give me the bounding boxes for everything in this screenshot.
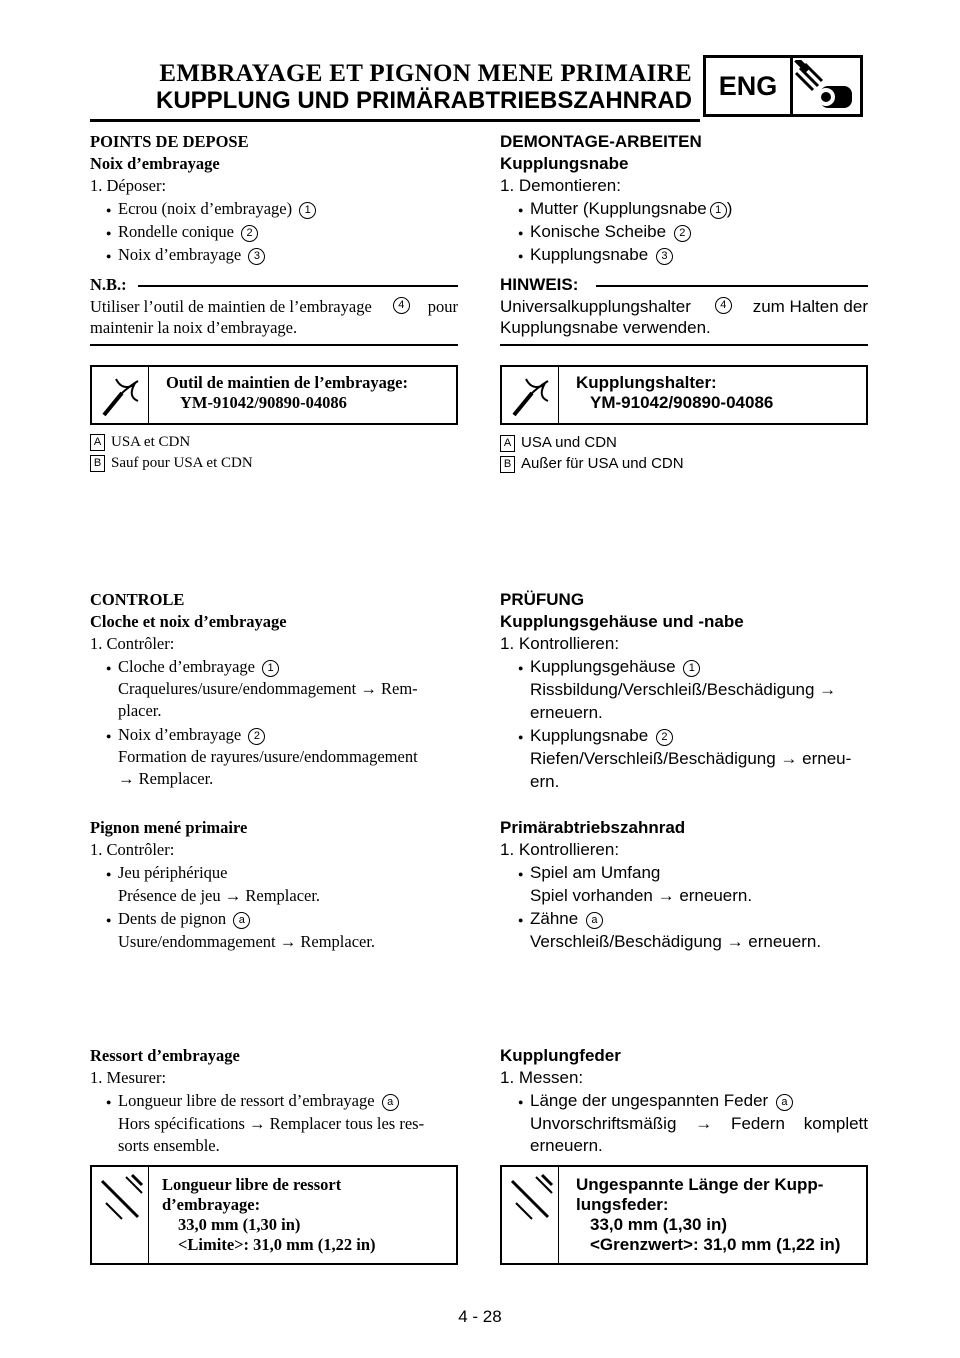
fr-tool-box bbox=[90, 365, 458, 425]
fr-check-item: ● Cloche d’embrayage 1 bbox=[118, 657, 279, 677]
fr-removal-step: 1. Déposer: bbox=[90, 176, 167, 195]
de-check-text: Riefen/Verschleiß/Beschädigung → erneu- bbox=[530, 749, 852, 768]
fr-gear-text: Usure/endommagement → Remplacer. bbox=[118, 932, 376, 951]
page-title-fr: EMBRAYAGE ET PIGNON MENE PRIMAIRE bbox=[159, 60, 692, 87]
section-badge-label: ENG bbox=[706, 58, 793, 114]
de-removal-item: ● Kupplungsnabe 3 bbox=[530, 245, 673, 265]
de-note-rule bbox=[596, 285, 868, 287]
fr-note-end-rule bbox=[90, 344, 458, 346]
fr-spec-box bbox=[90, 1165, 458, 1265]
fr-legend-b: B Sauf pour USA et CDN bbox=[90, 455, 253, 472]
de-gear-item: ● Zähne a bbox=[530, 909, 603, 929]
de-spring-text: Unvorschriftsmäßig → Federn komplett bbox=[530, 1114, 868, 1133]
de-spring-step: 1. Messen: bbox=[500, 1068, 584, 1087]
section-badge bbox=[703, 55, 863, 117]
de-removal-item: ● Konische Scheibe 2 bbox=[530, 222, 691, 242]
header-rule bbox=[90, 119, 700, 122]
fr-gear-text: Présence de jeu → Remplacer. bbox=[118, 886, 321, 905]
de-spring-text: erneuern. bbox=[530, 1136, 603, 1155]
de-spring-subtitle: Kupplungfeder bbox=[500, 1046, 621, 1065]
fr-removal-subtitle: Noix d’embrayage bbox=[90, 154, 220, 173]
fr-spring-subtitle: Ressort d’embrayage bbox=[90, 1046, 240, 1065]
de-removal-step: 1. Demontieren: bbox=[500, 176, 621, 195]
fr-check-subtitle: Cloche et noix d’embrayage bbox=[90, 612, 287, 631]
fr-spring-step: 1. Mesurer: bbox=[90, 1068, 167, 1087]
fr-note-line: maintenir la noix d’embrayage. bbox=[90, 318, 298, 337]
fr-spring-item: ● Longueur libre de ressort d’embrayage a bbox=[118, 1091, 399, 1111]
de-removal-subtitle: Kupplungsnabe bbox=[500, 154, 629, 173]
de-removal-item: ● Mutter (Kupplungsnabe 1 ) bbox=[530, 199, 732, 219]
de-check-text: Rissbildung/Verschleiß/Beschädigung → bbox=[530, 680, 837, 699]
de-note-end-rule bbox=[500, 344, 868, 346]
fr-note-label: N.B.: bbox=[90, 275, 127, 294]
fr-tool-number: YM-91042/90890-04086 bbox=[180, 393, 347, 412]
fr-spec-value: 33,0 mm (1,30 in) bbox=[178, 1215, 301, 1234]
de-spec-name: lungsfeder: bbox=[576, 1195, 669, 1214]
fr-spec-name: d’embrayage: bbox=[162, 1195, 261, 1214]
de-spec-limit: <Grenzwert>: 31,0 mm (1,22 in) bbox=[590, 1235, 841, 1254]
page-title-de: KUPPLUNG UND PRIMÄRABTRIEBSZAHNRAD bbox=[156, 87, 692, 114]
fr-spec-limit: <Limite>: 31,0 mm (1,22 in) bbox=[178, 1235, 376, 1254]
special-tool-icon bbox=[508, 373, 552, 419]
de-note-line: Universalkupplungshalter 4 zum Halten der bbox=[500, 297, 868, 316]
de-check-text: erneuern. bbox=[530, 703, 603, 722]
de-tool-number: YM-91042/90890-04086 bbox=[590, 393, 774, 412]
de-check-item: ● Kupplungsgehäuse 1 bbox=[530, 657, 700, 677]
fr-check-text: → Remplacer. bbox=[118, 769, 214, 788]
fr-gear-subtitle: Pignon mené primaire bbox=[90, 818, 248, 837]
de-check-step: 1. Kontrollieren: bbox=[500, 634, 620, 653]
fr-spec-name: Longueur libre de ressort bbox=[162, 1175, 342, 1194]
fr-check-text: Craquelures/usure/endommagement → Rem- bbox=[118, 679, 418, 698]
de-gear-text: Verschleiß/Beschädigung → erneuern. bbox=[530, 932, 822, 951]
fr-check-item: ● Noix d’embrayage 2 bbox=[118, 725, 265, 745]
fr-gear-item: ● Jeu périphérique bbox=[118, 863, 228, 883]
de-tool-box bbox=[500, 365, 868, 425]
de-spec-name: Ungespannte Länge der Kupp- bbox=[576, 1175, 824, 1194]
de-spec-box bbox=[500, 1165, 868, 1265]
de-note-label: HINWEIS: bbox=[500, 275, 579, 294]
de-tool-name: Kupplungshalter: bbox=[576, 373, 717, 392]
special-tool-icon bbox=[98, 373, 142, 419]
de-gear-step: 1. Kontrollieren: bbox=[500, 840, 620, 859]
fr-check-step: 1. Contrôler: bbox=[90, 634, 175, 653]
caliper-spec-icon bbox=[508, 1173, 554, 1229]
fr-removal-item: ● Noix d’embrayage 3 bbox=[118, 245, 265, 265]
fr-check-text: Formation de rayures/usure/endommagement bbox=[118, 747, 418, 766]
de-note-line: Kupplungsnabe verwenden. bbox=[500, 318, 711, 337]
de-gear-item: ● Spiel am Umfang bbox=[530, 863, 660, 883]
de-spec-value: 33,0 mm (1,30 in) bbox=[590, 1215, 728, 1234]
fr-note-rule bbox=[138, 285, 458, 287]
de-gear-subtitle: Primärabtriebszahnrad bbox=[500, 818, 686, 837]
de-legend-a: A USA und CDN bbox=[500, 434, 617, 452]
de-spring-item: ● Länge der ungespannten Feder a bbox=[530, 1091, 793, 1111]
de-check-title: PRÜFUNG bbox=[500, 590, 585, 609]
page-number: 4 - 28 bbox=[458, 1307, 502, 1326]
engine-bolt-icon bbox=[792, 60, 858, 112]
de-check-item: ● Kupplungsnabe 2 bbox=[530, 726, 673, 746]
caliper-spec-icon bbox=[98, 1173, 144, 1229]
fr-gear-item: ● Dents de pignon a bbox=[118, 909, 250, 929]
de-gear-text: Spiel vorhanden → erneuern. bbox=[530, 886, 753, 905]
fr-removal-item: ● Ecrou (noix d’embrayage) 1 bbox=[118, 199, 316, 219]
fr-legend-a: A USA et CDN bbox=[90, 434, 190, 451]
de-removal-title: DEMONTAGE-ARBEITEN bbox=[500, 132, 702, 151]
fr-tool-name: Outil de maintien de l’embrayage: bbox=[166, 373, 408, 392]
fr-removal-title: POINTS DE DEPOSE bbox=[90, 132, 249, 151]
fr-note-line: Utiliser l’outil de maintien de l’embrayage 4 pour bbox=[90, 297, 458, 316]
de-legend-b: B Außer für USA und CDN bbox=[500, 455, 684, 473]
fr-spring-text: Hors spécifications → Remplacer tous les res- bbox=[118, 1114, 425, 1133]
fr-spring-text: sorts ensemble. bbox=[118, 1136, 220, 1155]
fr-gear-step: 1. Contrôler: bbox=[90, 840, 175, 859]
fr-check-title: CONTROLE bbox=[90, 590, 185, 609]
fr-check-text: placer. bbox=[118, 701, 162, 720]
de-check-subtitle: Kupplungsgehäuse und -nabe bbox=[500, 612, 744, 631]
fr-removal-item: ● Rondelle conique 2 bbox=[118, 222, 258, 242]
de-check-text: ern. bbox=[530, 772, 560, 791]
